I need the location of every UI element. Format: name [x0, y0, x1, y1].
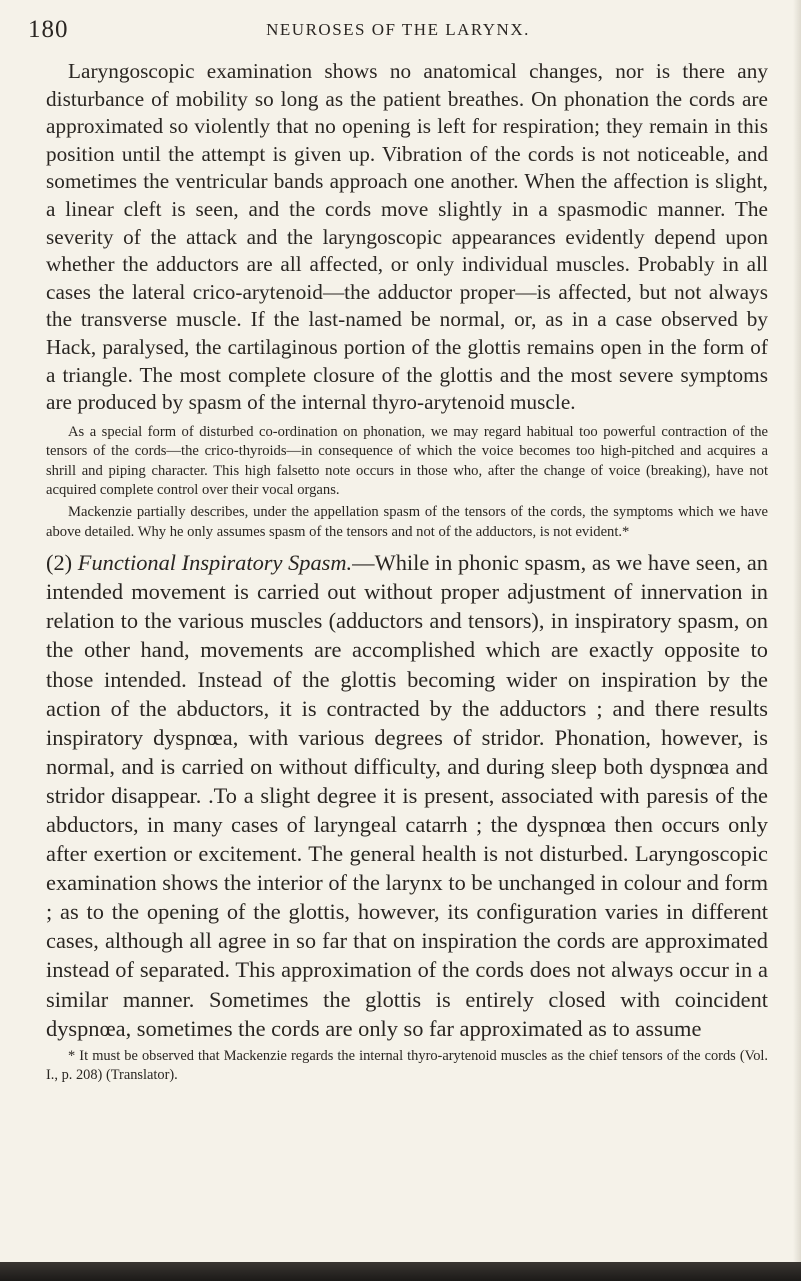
- paragraph-mackenzie-note: Mackenzie partially describes, under the appellation spasm of the tensors of the cords, the symptoms which we have above detailed. Why he only assumes spasm of the tensors and not of the adductors, is not evident.*: [46, 504, 768, 540]
- page-edge-shadow: [793, 0, 801, 1262]
- running-head: NEUROSES OF THE LARYNX.: [266, 20, 530, 39]
- footnote: * It must be observed that Mackenzie regards the internal thyro-arytenoid muscles as the chief tensors of the cords (Vol. I., p. 208) (Translator).: [46, 1047, 768, 1084]
- section-title: Functional Inspiratory Spasm.: [77, 550, 353, 576]
- page-header: [28, 16, 768, 48]
- paragraph-special-form-note: As a special form of disturbed co-ordination on phonation, we may regard habitual too powerful contraction of the tensors of the cords—the crico-thyroids—in consequence of which the voice becomes too high-pitched and acquires a shrill and piping character. This high falsetto note occurs in those who, after the change of voice (breaking), have not acquired complete control over their vocal organs.: [46, 423, 768, 498]
- section-text: —While in phonic spasm, as we have seen, an intended movement is carried out without proper adjustment of innervation in relation to the various muscles (adductors and tensors), in inspiratory spasm, on the other hand, movements are accomplished which are exactly opposite to those intended. Instead of the glottis becoming wider on inspiration by the action of the abductors, it is contracted by the adductors ; and there results inspiratory dyspnœa, with various degrees of stridor. Phonation, however, is normal, and is carried on without difficulty, and during sleep both dyspnœa and stridor disappear. .To a slight degree it is present, associated with paresis of the abductors, in many cases of laryngeal catarrh ; the dyspnœa then occurs only after exertion or excitement. The general health is not disturbed. Laryngoscopic examination shows the interior of the larynx to be unchanged in colour and form ; as to the opening of the glottis, however, its configuration varies in different cases, although all agree in so far that on inspiration the cords are approximated instead of separated. This approximation of the cords does not always occur in a similar manner. Sometimes the glottis is entirely closed with coincident dyspnœa, sometimes the cords are only so far approximated as to assume: [46, 550, 768, 1041]
- paragraph-inspiratory-spasm: [46, 548, 768, 1043]
- page-number: 180: [28, 16, 69, 43]
- scan-bottom-edge: [0, 1262, 801, 1281]
- section-number: (2): [46, 550, 73, 576]
- page-body: [46, 58, 768, 1086]
- paragraph-laryngoscopic-examination: Laryngoscopic examination shows no anatomical changes, nor is there any disturbance of mobility so long as the patient breathes. On phonation the cords are approximated so violently that no opening is left for respiration; they remain in this position until the attempt is given up. Vibration of the cords is not noticeable, and sometimes the ventricular bands approach one another. When the affection is slight, a linear cleft is seen, and the cords move slightly in a spasmodic manner. The severity of the attack and the laryngoscopic appearances evidently depend upon whether the adductors are all affected, or only individual muscles. Probably in all cases the lateral crico-arytenoid—the adductor proper—is affected, but not always the transverse muscle. If the last-named be normal, or, as in a case observed by Hack, paralysed, the cartilaginous portion of the glottis remains open in the form of a triangle. The most complete closure of the glottis and the most severe symptoms are produced by spasm of the internal thyro-arytenoid muscle.: [46, 59, 768, 415]
